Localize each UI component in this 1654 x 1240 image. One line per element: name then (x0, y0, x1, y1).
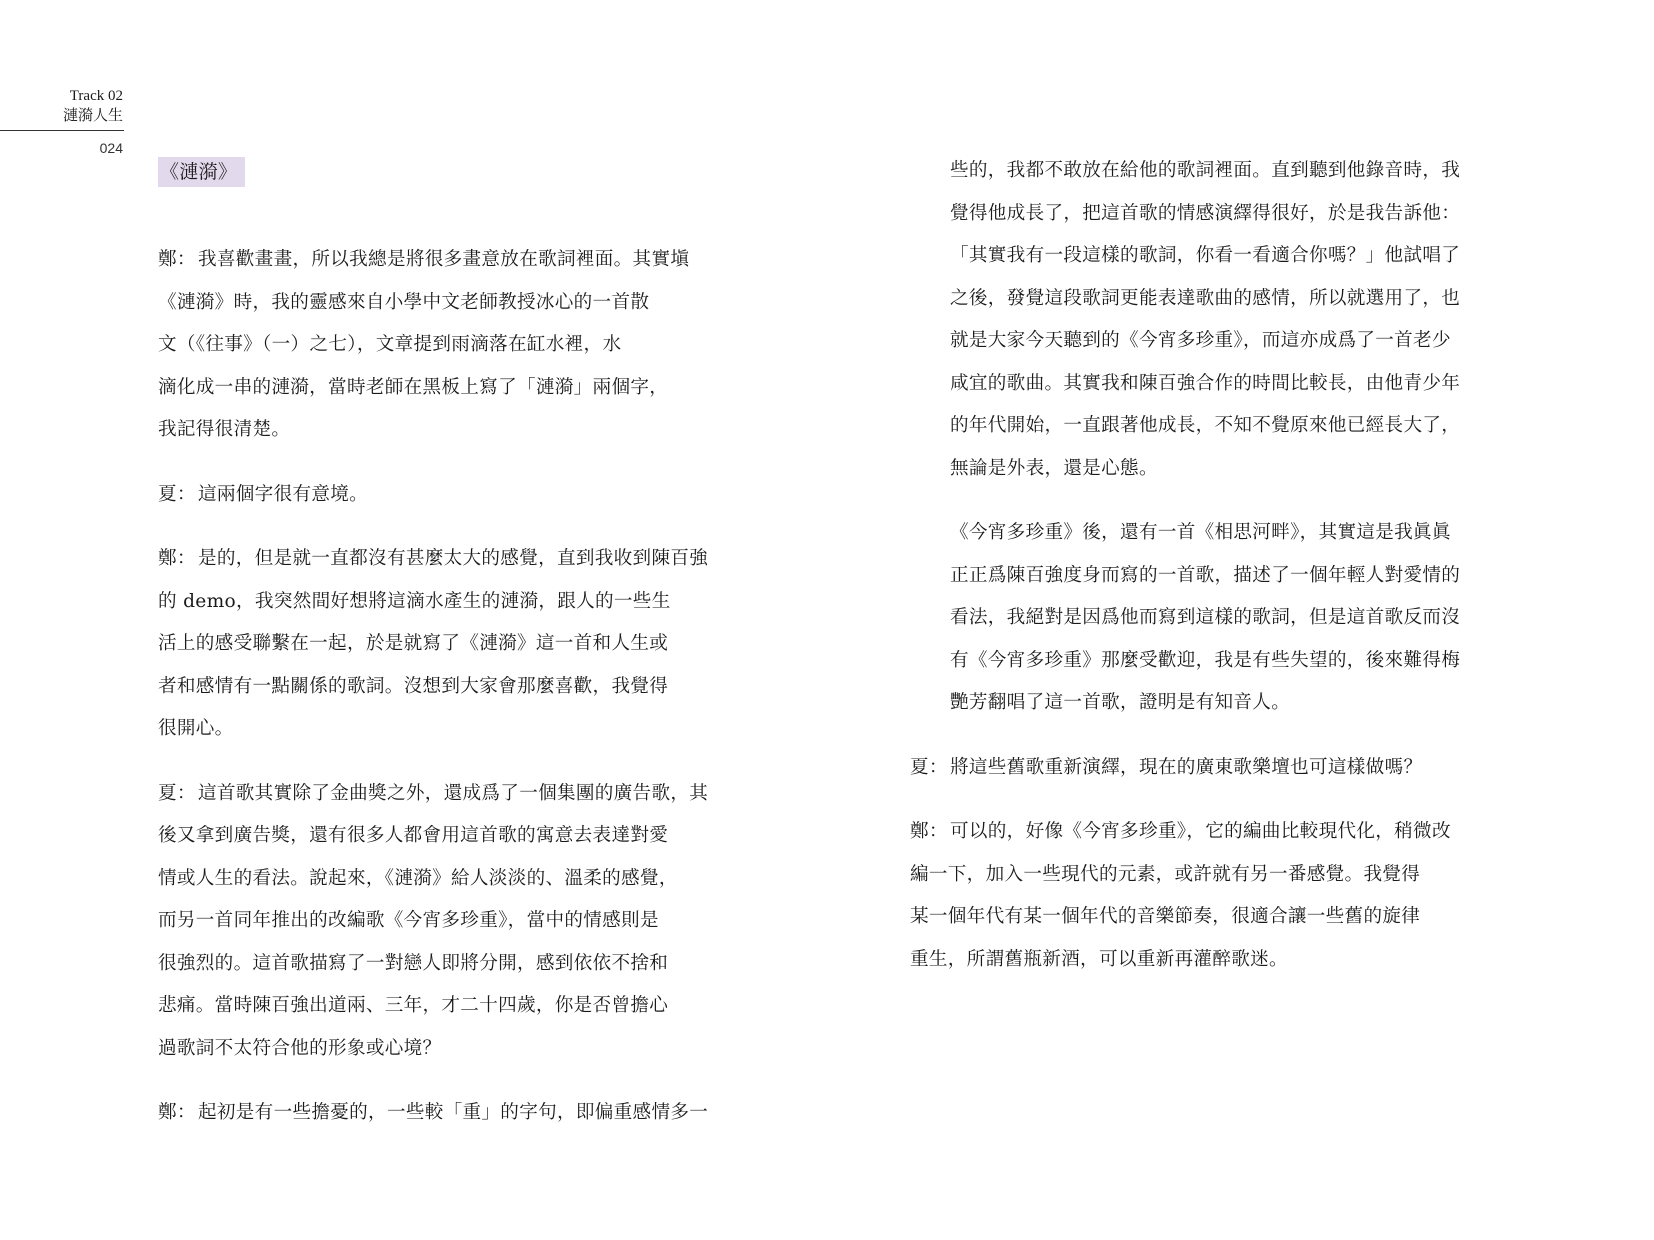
dialogue-paragraph (158, 474, 728, 517)
paragraph-line: 覺得他成長了，把這首歌的情感演繹得很好，於是我告訴他： (950, 202, 1461, 224)
dialogue-paragraph (158, 239, 728, 452)
paragraph-line: 有《今宵多珍重》那麼受歡迎，我是有些失望的，後來難得梅 (950, 649, 1461, 671)
speaker-label: 鄭： (158, 1102, 196, 1123)
paragraph-line: 就是大家今天聽到的《今宵多珍重》，而這亦成爲了一首老少 (950, 330, 1451, 351)
paragraph-line: 很開心。 (158, 718, 234, 739)
paragraph-line: 正正爲陳百強度身而寫的一首歌，描述了一個年輕人對愛情的 (950, 564, 1461, 586)
paragraph-line: 編一下，加入一些現代的元素，或許就有另一番感覺。我覺得 (910, 863, 1421, 885)
paragraph-line: 無論是外表，還是心態。 (950, 457, 1158, 479)
paragraph-line: 《今宵多珍重》後，還有一首《相思河畔》，其實這是我眞眞 (950, 522, 1451, 543)
dialogue-paragraph (158, 773, 728, 1071)
dialogue-paragraph (910, 747, 1520, 790)
speaker-label: 鄭： (910, 821, 948, 842)
paragraph-line: 些的，我都不敢放在給他的歌詞裡面。直到聽到他錄音時，我 (950, 160, 1461, 181)
speaker-label: 鄭： (158, 548, 196, 569)
paragraph-line: 活上的感受聯繫在一起，於是就寫了《漣漪》這一首和人生或 (158, 633, 669, 654)
page-number: 024 (99, 140, 123, 156)
paragraph-line: 可以的，好像《今宵多珍重》，它的編曲比較現代化，稍微改 (950, 821, 1451, 842)
paragraph-line: 很強烈的。這首歌描寫了一對戀人即將分開，感到依依不捨和 (158, 952, 669, 974)
right-dialogue (910, 747, 1520, 982)
paragraph-line: 艷芳翻唱了這一首歌，證明是有知音人。 (950, 692, 1291, 713)
paragraph-line: 之後，發覺這段歌詞更能表達歌曲的感情，所以就選用了，也 (950, 287, 1461, 309)
paragraph-line: 是的，但是就一直都沒有甚麼太大的感覺，直到我收到陳百強 (198, 548, 709, 569)
continuation-paragraph (910, 150, 1520, 490)
paragraph-line: 而另一首同年推出的改編歌《今宵多珍重》，當中的情感則是 (158, 910, 659, 931)
speaker-label: 夏： (158, 483, 196, 505)
dialogue-paragraph (158, 1092, 728, 1135)
paragraph-line: 這兩個字很有意境。 (198, 483, 369, 505)
dialogue-paragraph (158, 538, 728, 751)
paragraph-line: 重生，所謂舊瓶新酒，可以重新再灌醉歌迷。 (910, 948, 1288, 970)
paragraph-line: 「其實我有一段這樣的歌詞，你看一看適合你嗎？」他試唱了 (950, 245, 1461, 266)
left-column (158, 152, 728, 1157)
paragraph-line: 情或人生的看法。說起來，《漣漪》給人淡淡的、溫柔的感覺， (158, 867, 678, 889)
left-dialogue (158, 239, 728, 1135)
right-column (910, 150, 1520, 1003)
paragraph-line: 某一個年代有某一個年代的音樂節奏，很適合讓一些舊的旋律 (910, 906, 1421, 927)
speaker-label: 鄭： (158, 249, 196, 270)
paragraph-line: 我喜歡畫畫，所以我總是將很多畫意放在歌詞裡面。其實塡 (198, 249, 690, 270)
header-divider (0, 130, 124, 131)
paragraph-line: 的 demo，我突然間好想將這滴水產生的漣漪，跟人的一些生 (158, 590, 671, 612)
paragraph-line: 咸宜的歌曲。其實我和陳百強合作的時間比較長，由他青少年 (950, 372, 1461, 394)
paragraph-line: 看法，我絕對是因爲他而寫到這樣的歌詞，但是這首歌反而沒 (950, 607, 1461, 628)
chapter-title: 漣漪人生 (62, 108, 123, 124)
paragraph-line: 悲痛。當時陳百強出道兩、三年，才二十四歲，你是否曾擔心 (158, 995, 669, 1016)
track-label: Track 02 (69, 88, 123, 104)
paragraph-line: 起初是有一些擔憂的，一些較「重」的字句，即偏重感情多一 (198, 1102, 709, 1123)
paragraph-line: 文（《往事》（一）之七），文章提到雨滴落在缸水裡，水 (158, 334, 622, 355)
speaker-label: 夏： (910, 756, 948, 778)
paragraph-line: 我記得很清楚。 (158, 419, 291, 440)
paragraph-line: 《漣漪》時，我的靈感來自小學中文老師教授冰心的一首散 (158, 291, 650, 313)
paragraph-line: 這首歌其實除了金曲獎之外，還成爲了一個集團的廣告歌，其 (198, 782, 709, 804)
paragraph-line: 的年代開始，一直跟著他成長，不知不覺原來他已經長大了， (950, 415, 1461, 436)
running-header (0, 86, 124, 157)
right-continuations (910, 150, 1520, 725)
paragraph-line: 者和感情有一點關係的歌詞。沒想到大家會那麼喜歡，我覺得 (158, 675, 669, 697)
section-title: 《漣漪》 (158, 157, 245, 187)
continuation-paragraph (910, 512, 1520, 725)
dialogue-paragraph (910, 811, 1520, 981)
paragraph-line: 滴化成一串的漣漪，當時老師在黑板上寫了「漣漪」兩個字， (158, 376, 669, 398)
paragraph-line: 後又拿到廣告獎，還有很多人都會用這首歌的寓意去表達對愛 (158, 825, 669, 846)
speaker-label: 夏： (158, 782, 196, 804)
paragraph-line: 將這些舊歌重新演繹，現在的廣東歌樂壇也可這樣做嗎？ (950, 756, 1423, 778)
paragraph-line: 過歌詞不太符合他的形象或心境？ (158, 1037, 442, 1059)
